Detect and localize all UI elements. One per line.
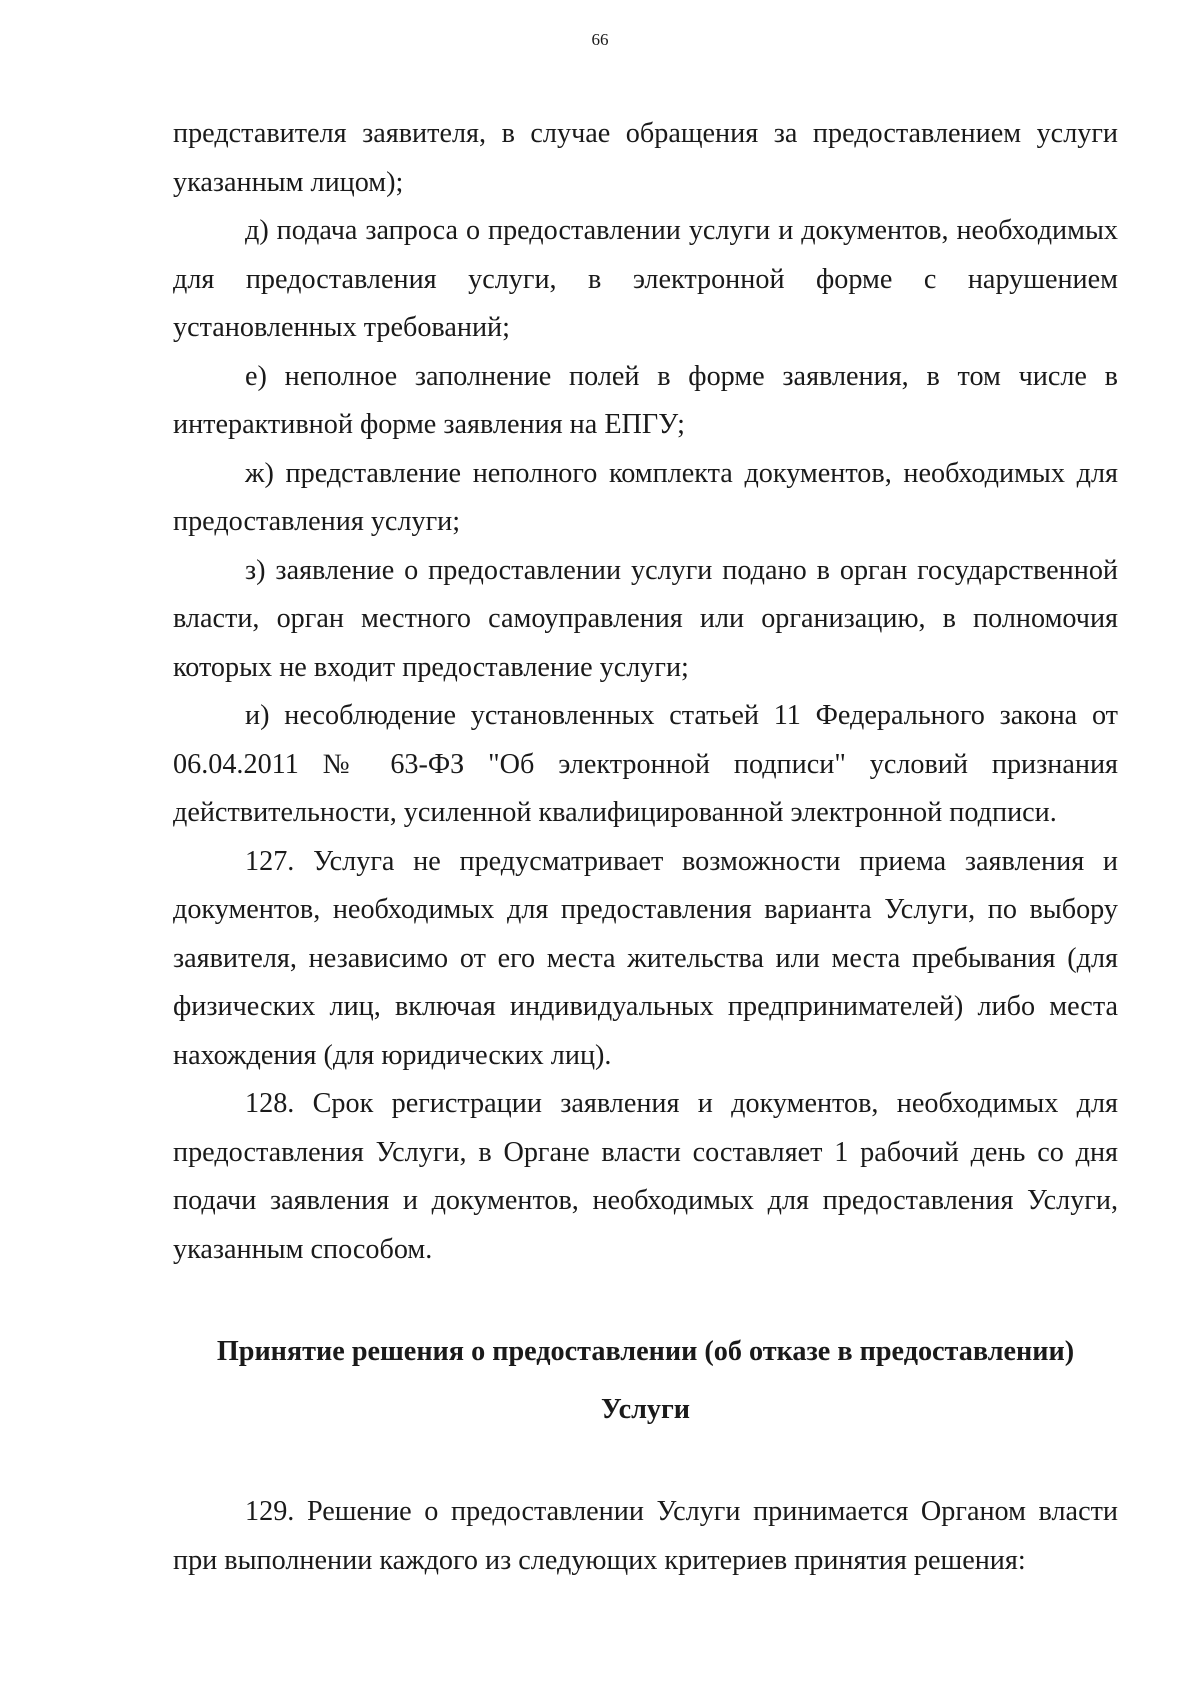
section-heading	[173, 1323, 1118, 1439]
paragraph-item-d: д) подача запроса о предоставлении услуги и документов, необходимых для предоставления услуги, в электронной форме с нарушением установленных требований;	[173, 215, 1118, 343]
section-heading-line-2: Услуги	[600, 1394, 691, 1425]
paragraph-item-zh: ж) представление неполного комплекта документов, необходимых для предоставления услуги;	[173, 457, 1118, 537]
paragraph-item-i: и) несоблюдение установленных статьей 11 Федерального закона от 06.04.2011 № 63-ФЗ "Об электронной подписи" условий признания действительности, усиленной квалифицированной электронной подписи.	[173, 700, 1118, 828]
paragraph-continuation: представителя заявителя, в случае обращения за предоставлением услуги указанным лицом);	[173, 118, 1118, 198]
paragraph-129: 129. Решение о предоставлении Услуги принимается Органом власти при выполнении каждого из следующих критериев принятия решения:	[173, 1496, 1118, 1576]
page-number: 66	[591, 30, 609, 49]
paragraph-128: 128. Срок регистрации заявления и документов, необходимых для предоставления Услуги, в Органе власти составляет 1 рабочий день со дня подачи заявления и документов, необходимых для предоставления Услуги, указанным способом.	[173, 1088, 1118, 1265]
paragraph-item-z: з) заявление о предоставлении услуги подано в орган государственной власти, орган местного самоуправления или организацию, в полномочия которых не входит предоставление услуги;	[173, 554, 1118, 683]
paragraph-127: 127. Услуга не предусматривает возможности приема заявления и документов, необходимых для предоставления варианта Услуги, по выбору заявителя, независимо от его места жительства или места пребывания (для физических лиц, включая индивидуальных предпринимателей) либо места нахождения (для юридических лиц).	[173, 845, 1118, 1071]
paragraph-item-e: е) неполное заполнение полей в форме заявления, в том числе в интерактивной форме заявления на ЕПГУ;	[173, 360, 1118, 440]
section-heading-line-1: Принятие решения о предоставлении (об отказе в предоставлении)	[216, 1336, 1075, 1367]
document-body	[173, 110, 1118, 1585]
